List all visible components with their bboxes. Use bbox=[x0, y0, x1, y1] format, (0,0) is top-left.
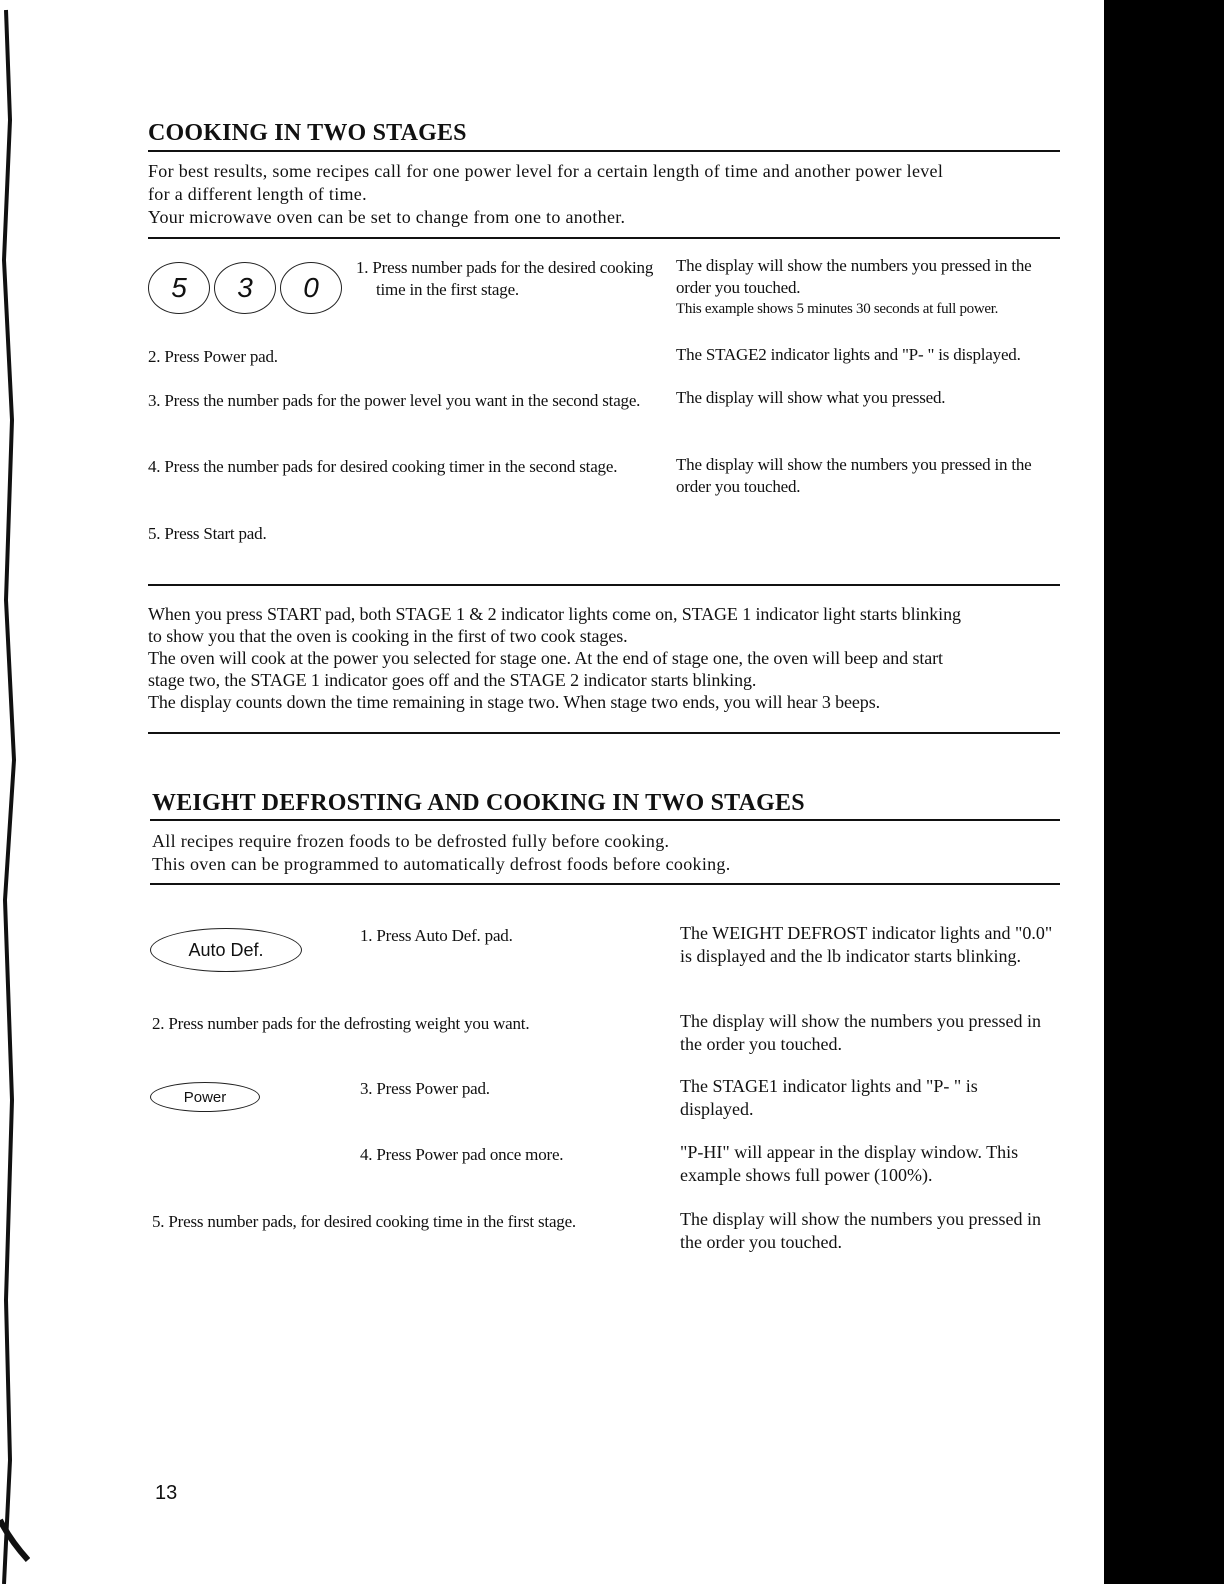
s2-step-1-result: The WEIGHT DEFROST indicator lights and "0.0" is displayed and the lb indicator starts blinking. bbox=[680, 923, 1053, 966]
s2-step-3-result: The STAGE1 indicator lights and "P- " is displayed. bbox=[680, 1076, 978, 1119]
section-title-cooking-two-stages: COOKING IN TWO STAGES bbox=[148, 120, 467, 146]
s2-step-1: 1. Press Auto Def. pad. bbox=[360, 926, 513, 945]
result-text: The display will show the numbers you pressed in the order you touched. bbox=[676, 256, 1032, 297]
scan-binding-edge bbox=[0, 0, 30, 1584]
divider bbox=[148, 732, 1060, 734]
s1-step-2: 2. Press Power pad. bbox=[148, 347, 278, 366]
explanation-line: The display counts down the time remaining in stage two. When stage two ends, you will hear 3 beeps. bbox=[148, 692, 881, 712]
s2-step-5-result: The display will show the numbers you pressed in the order you touched. bbox=[680, 1209, 1041, 1252]
number-pads bbox=[148, 262, 342, 314]
intro-line: Your microwave oven can be set to change from one to another. bbox=[148, 207, 626, 227]
s1-step-4: 4. Press the number pads for desired cooking timer in the second stage. bbox=[148, 457, 618, 476]
s1-step-5: 5. Press Start pad. bbox=[148, 524, 267, 543]
s1-step-4-result: The display will show the numbers you pressed in the order you touched. bbox=[676, 455, 1032, 496]
s2-step-4-result: "P-HI" will appear in the display window. This example shows full power (100%). bbox=[680, 1142, 1019, 1185]
divider bbox=[148, 584, 1060, 586]
page-number: 13 bbox=[155, 1482, 178, 1504]
section1-intro bbox=[148, 160, 1048, 229]
explanation-line: The oven will cook at the power you selected for stage one. At the end of stage one, the oven will beep and start bbox=[148, 648, 943, 668]
number-pad-3[interactable]: 3 bbox=[214, 262, 276, 314]
number-pad-0[interactable]: 0 bbox=[280, 262, 342, 314]
divider bbox=[150, 883, 1060, 885]
s1-step-3: 3. Press the number pads for the power level you want in the second stage. bbox=[148, 391, 641, 410]
explanation-line: When you press START pad, both STAGE 1 & 2 indicator lights come on, STAGE 1 indicator light starts blinking bbox=[148, 604, 961, 624]
intro-line: This oven can be programmed to automatically defrost foods before cooking. bbox=[152, 854, 731, 874]
s2-step-2-result: The display will show the numbers you pressed in the order you touched. bbox=[680, 1011, 1041, 1054]
example-note: This example shows 5 minutes 30 seconds at full power. bbox=[676, 301, 999, 317]
intro-line: For best results, some recipes call for one power level for a certain length of time and another power level bbox=[148, 161, 944, 181]
section2-intro bbox=[152, 830, 1052, 876]
auto-def-pad[interactable]: Auto Def. bbox=[150, 928, 302, 972]
s1-step-1-result bbox=[676, 255, 1056, 319]
title-underline bbox=[148, 150, 1060, 152]
s2-step-3: 3. Press Power pad. bbox=[360, 1079, 490, 1098]
s1-step-2-result: The STAGE2 indicator lights and "P- " is displayed. bbox=[676, 345, 1021, 364]
s1-step-1: 1. Press number pads for the desired cooking time in the first stage. bbox=[356, 258, 654, 299]
intro-line: for a different length of time. bbox=[148, 184, 367, 204]
s2-step-5: 5. Press number pads, for desired cooking time in the first stage. bbox=[152, 1212, 576, 1231]
explanation-line: stage two, the STAGE 1 indicator goes off and the STAGE 2 indicator starts blinking. bbox=[148, 670, 757, 690]
s1-step-3-result: The display will show what you pressed. bbox=[676, 388, 946, 407]
s1-explanation bbox=[148, 603, 1068, 713]
power-pad[interactable]: Power bbox=[150, 1082, 260, 1112]
title-underline bbox=[150, 819, 1060, 821]
number-pad-5[interactable]: 5 bbox=[148, 262, 210, 314]
s2-step-4: 4. Press Power pad once more. bbox=[360, 1145, 564, 1164]
scan-dark-edge bbox=[1104, 0, 1224, 1584]
s2-step-2: 2. Press number pads for the defrosting weight you want. bbox=[152, 1014, 530, 1033]
explanation-line: to show you that the oven is cooking in the first of two cook stages. bbox=[148, 626, 628, 646]
intro-line: All recipes require frozen foods to be defrosted fully before cooking. bbox=[152, 831, 670, 851]
divider bbox=[148, 237, 1060, 239]
section-title-weight-defrost: WEIGHT DEFROSTING AND COOKING IN TWO STAGES bbox=[152, 790, 805, 816]
